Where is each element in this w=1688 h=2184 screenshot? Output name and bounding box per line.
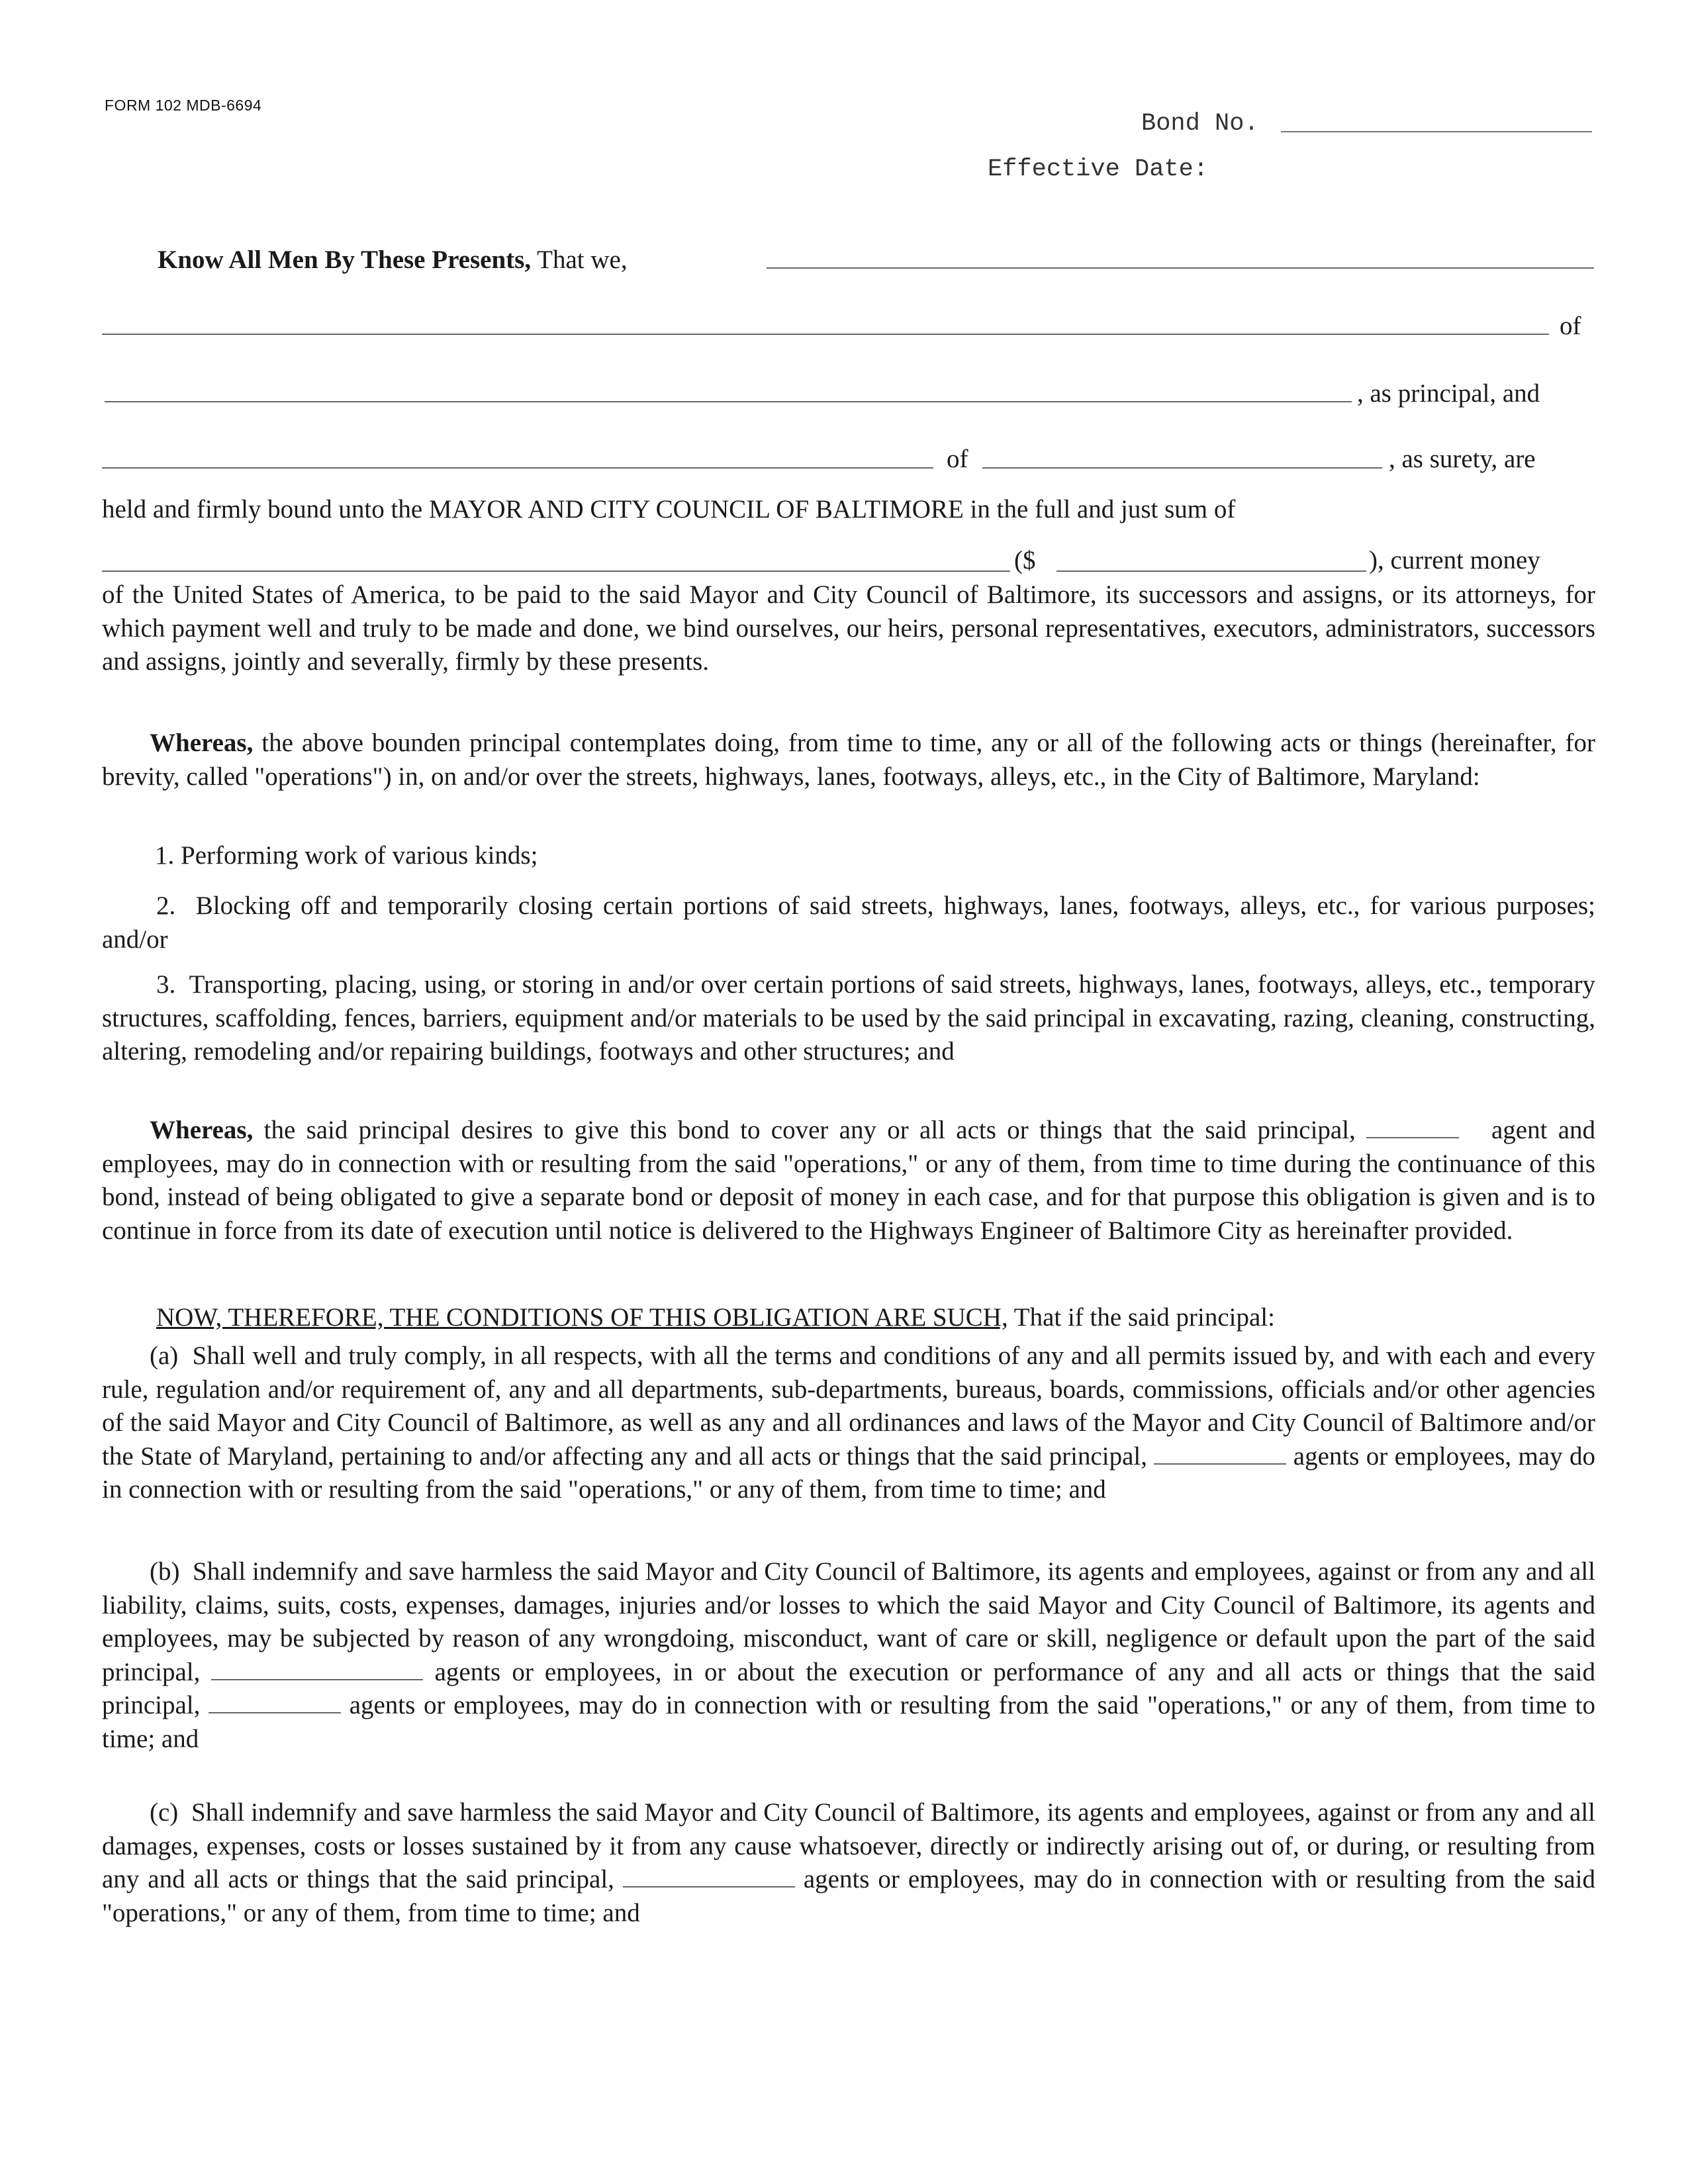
preamble-line-1: [158, 244, 628, 277]
list-item-text: Blocking off and temporarily closing certain portions of said streets, highways, lanes, footways, alleys, etc., for various purposes; and/or: [102, 891, 1595, 954]
surety-address-field[interactable]: [982, 467, 1382, 469]
clause-a: [102, 1340, 1595, 1507]
list-item-number: 1.: [155, 841, 175, 870]
clause-c-blank[interactable]: [623, 1868, 795, 1888]
of-label-1: of: [1560, 312, 1581, 340]
clause-a-blank[interactable]: [1154, 1445, 1286, 1465]
whereas-paragraph-1: [102, 727, 1595, 794]
list-item: [102, 889, 1595, 956]
clause-c: [102, 1796, 1595, 1930]
preamble-continuation: of the United States of America, to be paid to the said Mayor and City Council of Baltimore, its successors and assigns, or its attorneys, for which payment well and truly to be made and done, we bind ourselves, our heirs, personal representatives, executors, administrators, successors and assigns, jointly and severally, firmly by these presents.: [102, 580, 1595, 676]
clause-b-text-2: agents or employees, in or about the execution or performance of any and all acts or things that the said principal,: [102, 1657, 1595, 1719]
whereas-text-1: the above bounden principal contemplates doing, from time to time, any or all of the following acts or things (hereinafter, for brevity, called "operations") in, on and/or over the streets, highways, lanes, footways, alleys, etc., in the City of Baltimore, Maryland:: [102, 729, 1596, 791]
clause-a-label: (a): [150, 1342, 179, 1370]
conditions-heading-underlined: NOW, THEREFORE, THE CONDITIONS OF THIS OBLIGATION ARE SUCH,: [156, 1303, 1008, 1332]
surety-name-field[interactable]: [102, 467, 933, 469]
clause-b-text-1: Shall indemnify and save harmless the said Mayor and City Council of Baltimore, its agents and employees, against or from any and all liability, claims, suits, costs, expenses, damages, injuries and/or losses to which the said Mayor and City Council of Baltimore, its agents and employees, may be subjected by reason of any wrongdoing, misconduct, want of care or skill, negligence or default upon the part of the said principal,: [102, 1557, 1596, 1686]
whereas-text-2b: agent and employees, may do in connection with or resulting from the said "operations," or any of them, from time to time during the continuance of this bond, instead of being obligated to give a separate bond or deposit of money in each case, and for that purpose this obligation is given and is to continue in force from its date of execution until notice is delivered to the Highways Engineer of Baltimore City as hereinafter provided.: [102, 1116, 1596, 1245]
clause-c-text-2: agents or employees, may do in connection with or resulting from the said "operations," or any of them, from time to time; and: [102, 1865, 1596, 1927]
whereas-label-1: Whereas,: [150, 729, 254, 757]
effective-date-label: Effective Date:: [988, 156, 1209, 183]
bond-no-label: Bond No.: [1141, 110, 1259, 138]
current-money-text: ), current money: [1369, 546, 1540, 574]
list-item-text: Transporting, placing, using, or storing in and/or over certain portions of said streets, highways, lanes, footways, alleys, etc., temporary structures, scaffolding, fences, barriers, equipment and/or materials to be used by the said principal in excavating, razing, cleaning, constructing, altering, remodeling and/or repairing buildings, footways and other structures; and: [102, 970, 1595, 1066]
dollar-open-text: ($: [1014, 546, 1036, 574]
conditions-heading: [156, 1301, 1275, 1334]
as-surety-text: , as surety, are: [1389, 445, 1536, 473]
list-item-text: Performing work of various kinds;: [181, 841, 538, 870]
principal-address-field[interactable]: [105, 401, 1352, 402]
whereas-text-2a: the said principal desires to give this bond to cover any or all acts or things that the said principal,: [263, 1116, 1356, 1144]
list-item-number: 2.: [156, 891, 176, 920]
clause-b-label: (b): [150, 1557, 180, 1586]
held-bound-text: held and firmly bound unto the MAYOR AND CITY COUNCIL OF BALTIMORE in the full and just sum of: [102, 495, 1236, 523]
know-all-men-heading: Know All Men By These Presents,: [158, 246, 532, 274]
as-principal-text: , as principal, and: [1357, 379, 1540, 408]
sum-amount-field[interactable]: [1056, 570, 1366, 572]
clause-b-text-3: agents or employees, may do in connection with or resulting from the said "operations," or any of them, from time to time; and: [102, 1691, 1596, 1753]
clause-a-text-1: Shall well and truly comply, in all respects, with all the terms and conditions of any and all permits issued by, and with each and every rule, regulation and/or requirement of, any and all departments, sub-departments, bureaus, boards, commissions, officials and/or other agencies of the said Mayor and City Council of Baltimore, as well as any and all ordinances and laws of the Mayor and City Council of Baltimore and/or the State of Maryland, pertaining to and/or affecting any and all acts or things that the said principal,: [102, 1342, 1595, 1471]
clause-c-label: (c): [150, 1798, 179, 1827]
clause-b-blank-2[interactable]: [209, 1694, 341, 1713]
clause-a-text-2: agents or employees, may do in connection with or resulting from the said "operations," or any of them, from time to time; and: [102, 1441, 1596, 1504]
principal-name-field-2[interactable]: [102, 334, 1549, 335]
clause-b: [102, 1555, 1595, 1756]
form-number: FORM 102 MDB-6694: [105, 97, 262, 114]
sum-words-field[interactable]: [102, 570, 1010, 572]
clause-c-text-1: Shall indemnify and save harmless the said Mayor and City Council of Baltimore, its agents and employees, against or from any and all damages, expenses, costs or losses sustained by it from any cause whatsoever, directly or indirectly arising out of, or during, or resulting from any and all acts or things that the said principal,: [102, 1798, 1596, 1893]
list-item: [102, 968, 1595, 1069]
clause-b-blank-1[interactable]: [211, 1661, 423, 1680]
list-item: [155, 839, 538, 872]
principal-name-field[interactable]: [767, 267, 1594, 269]
bond-no-field[interactable]: [1281, 131, 1592, 132]
whereas-label-2: Whereas,: [150, 1116, 254, 1144]
principal-pronoun-blank[interactable]: [1366, 1118, 1459, 1138]
list-item-number: 3.: [156, 970, 176, 999]
conditions-heading-tail: That if the said principal:: [1013, 1303, 1275, 1332]
whereas-paragraph-2: [102, 1114, 1595, 1248]
of-label-2: of: [947, 445, 968, 473]
that-we-text: That we,: [537, 246, 628, 274]
